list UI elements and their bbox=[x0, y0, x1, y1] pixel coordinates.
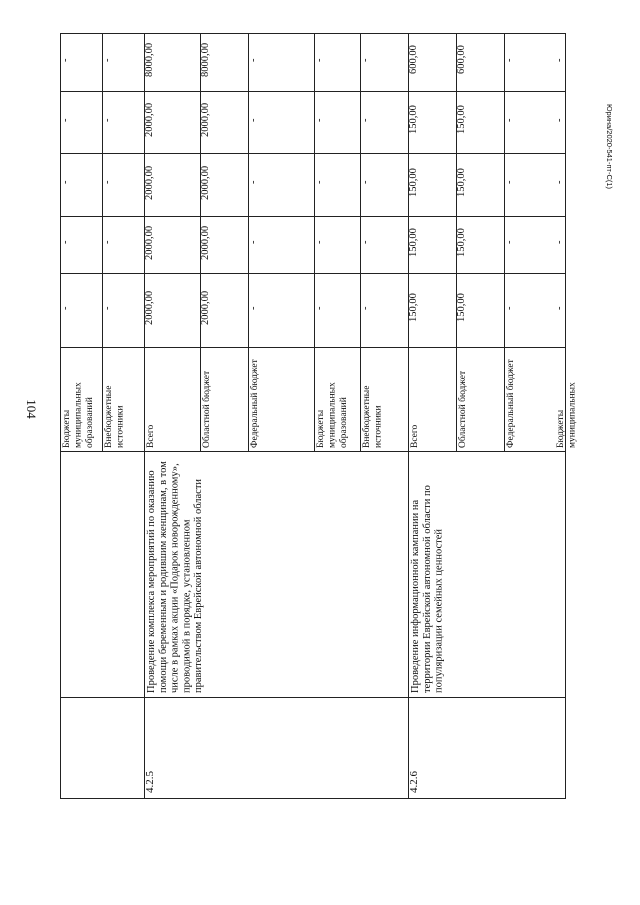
budget-value-cell: - bbox=[248, 118, 259, 122]
budget-value-cell: - bbox=[60, 180, 71, 185]
budget-value-cell: 150,00 bbox=[456, 293, 467, 323]
funding-source-cell: Всего bbox=[410, 424, 420, 448]
budget-value-cell: 150,00 bbox=[408, 293, 419, 323]
budget-value-cell: 2000,00 bbox=[200, 165, 211, 200]
budget-value-cell: - bbox=[554, 58, 565, 62]
budget-value-cell: - bbox=[102, 118, 113, 122]
budget-value-cell: 600,00 bbox=[408, 45, 419, 75]
budget-value-cell: - bbox=[554, 180, 565, 185]
budget-value-cell: - bbox=[248, 240, 259, 245]
budget-value-cell: - bbox=[360, 240, 371, 245]
budget-value-cell: - bbox=[554, 118, 565, 122]
budget-value-cell: 8000,00 bbox=[200, 42, 211, 78]
budget-value-cell: - bbox=[554, 306, 565, 310]
budget-value-cell: 150,00 bbox=[456, 168, 467, 197]
budget-table bbox=[60, 33, 578, 799]
funding-source-cell: Бюджеты муниципальных bbox=[556, 382, 578, 448]
budget-value-cell: - bbox=[314, 180, 325, 185]
budget-value-cell: 2000,00 bbox=[144, 165, 155, 200]
budget-value-cell: - bbox=[314, 306, 325, 310]
budget-value-cell: 2000,00 bbox=[144, 225, 155, 260]
budget-value-cell: - bbox=[60, 306, 71, 310]
budget-value-cell: 150,00 bbox=[408, 105, 419, 135]
budget-value-cell: - bbox=[60, 58, 71, 62]
budget-value-cell: - bbox=[314, 240, 325, 245]
budget-value-cell: - bbox=[504, 180, 515, 185]
funding-source-cell: Федеральный бюджет bbox=[506, 359, 516, 448]
budget-value-cell: - bbox=[504, 240, 515, 245]
event-number-cell: 4.2.5 bbox=[144, 771, 156, 793]
budget-value-cell: 600,00 bbox=[456, 45, 467, 75]
budget-value-cell: - bbox=[314, 58, 325, 62]
budget-value-cell: - bbox=[360, 306, 371, 310]
page-number: 104 bbox=[24, 399, 39, 419]
event-description-cell: Проведение информационной кампании на территории Еврейской автономной области по популяризации семейных ценностей bbox=[410, 485, 445, 693]
budget-value-cell: - bbox=[360, 180, 371, 185]
budget-value-cell: - bbox=[360, 118, 371, 122]
event-description-cell: Проведение комплекса мероприятий по оказанию помощи беременным и родившим женщинам, в том числе в рамках акции «Подарок новорожденному», проводимой в порядке, установленном правительством Еврейской автономной области bbox=[146, 461, 205, 693]
budget-value-cell: 150,00 bbox=[408, 228, 419, 257]
budget-value-cell: - bbox=[102, 240, 113, 245]
budget-value-cell: - bbox=[102, 180, 113, 185]
budget-value-cell: - bbox=[102, 58, 113, 62]
event-number-cell: 4.2.6 bbox=[408, 771, 420, 793]
budget-value-cell: 2000,00 bbox=[200, 290, 211, 326]
budget-value-cell: 2000,00 bbox=[200, 102, 211, 138]
funding-source-cell: Бюджеты муниципальных образований bbox=[316, 382, 349, 448]
event-description-cell bbox=[60, 451, 144, 697]
funding-source-cell: Внебюджетные источники bbox=[104, 385, 126, 448]
document-code: Юрина/2020-541-пт-С(1) bbox=[605, 103, 615, 189]
budget-value-cell: - bbox=[60, 240, 71, 245]
budget-value-cell: - bbox=[504, 58, 515, 62]
funding-source-cell: Областной бюджет bbox=[458, 370, 468, 448]
budget-value-cell: 150,00 bbox=[456, 105, 467, 135]
budget-value-cell: 2000,00 bbox=[144, 290, 155, 326]
budget-value-cell: - bbox=[554, 240, 565, 245]
budget-value-cell: - bbox=[504, 118, 515, 122]
budget-value-cell: 2000,00 bbox=[200, 225, 211, 260]
budget-value-cell: - bbox=[60, 118, 71, 122]
funding-source-cell: Бюджеты муниципальных образований bbox=[62, 382, 95, 448]
event-number-cell bbox=[60, 697, 144, 799]
funding-source-cell: Федеральный бюджет bbox=[250, 359, 260, 448]
budget-value-cell: - bbox=[248, 306, 259, 310]
budget-value-cell: - bbox=[504, 306, 515, 310]
budget-value-cell: 150,00 bbox=[456, 228, 467, 257]
budget-value-cell: 150,00 bbox=[408, 168, 419, 197]
funding-source-cell: Всего bbox=[146, 424, 156, 448]
funding-source-cell: Внебюджетные источники bbox=[362, 385, 384, 448]
budget-value-cell: 2000,00 bbox=[144, 102, 155, 138]
budget-value-cell: 8000,00 bbox=[144, 42, 155, 78]
budget-value-cell: - bbox=[248, 180, 259, 185]
budget-value-cell: - bbox=[314, 118, 325, 122]
budget-value-cell: - bbox=[360, 58, 371, 62]
budget-value-cell: - bbox=[102, 306, 113, 310]
funding-source-cell: Областной бюджет bbox=[202, 370, 212, 448]
budget-value-cell: - bbox=[248, 58, 259, 62]
